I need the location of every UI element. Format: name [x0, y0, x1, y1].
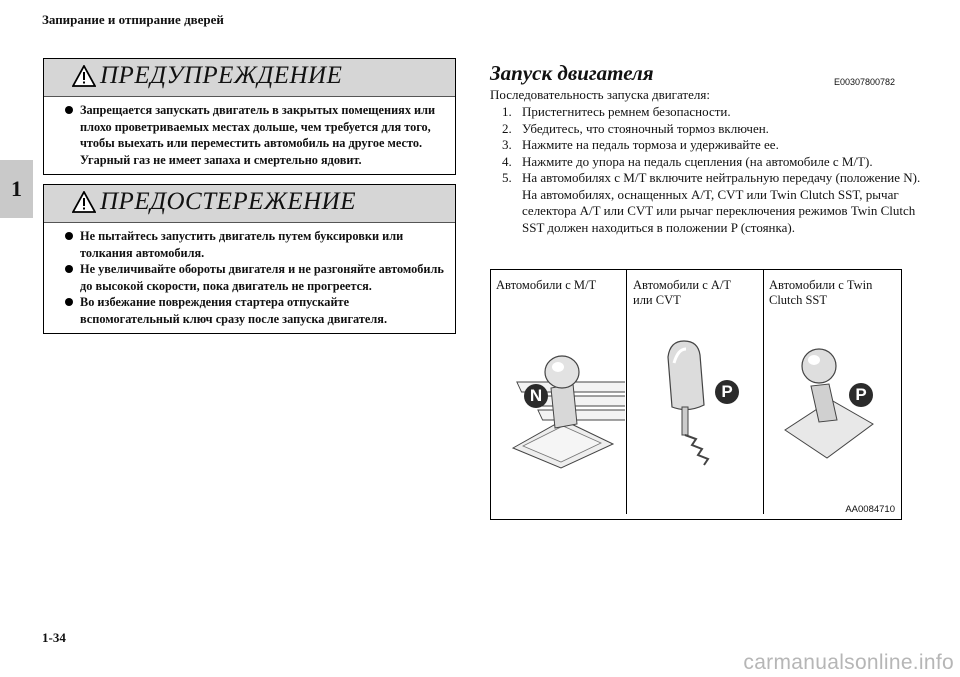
caution-header	[44, 185, 455, 223]
chapter-tab: 1	[0, 160, 33, 218]
step-number: 4.	[502, 153, 512, 169]
caution-item: Не увеличивайте обороты двигателя и не разгоняйте автомобиль до высокой скорости, пока двигатель не прогреется.	[64, 261, 445, 294]
step-text: Нажмите на педаль тормоза и удерживайте ее.	[522, 137, 779, 152]
section-title: Запуск двигателя	[490, 61, 654, 85]
park-badge: P	[849, 383, 873, 407]
at-cvt-lever-illustration	[626, 335, 763, 475]
caution-box	[43, 184, 456, 334]
caution-list	[44, 223, 455, 333]
step-text: Нажмите до упора на педаль сцепления (на автомобиле с M/T).	[522, 153, 873, 169]
step-item	[494, 170, 922, 236]
page-number: 1-34	[42, 630, 66, 645]
neutral-badge: N	[524, 384, 548, 408]
section-intro: Последовательность запуска двигателя:	[490, 87, 710, 102]
warning-list	[44, 97, 455, 174]
warning-triangle-icon	[72, 65, 96, 87]
figure-label-twin-clutch: Автомобили с Twin Clutch SST	[769, 278, 873, 307]
gear-lever-figure	[490, 269, 902, 520]
section-code: E00307800782	[834, 77, 896, 87]
caution-title: ПРЕДОСТЕРЕЖЕНИЕ	[100, 188, 356, 215]
step-item	[494, 137, 922, 154]
step-number: 1.	[502, 104, 512, 119]
step-text: Пристегнитесь ремнем безопасности.	[522, 104, 731, 119]
step-number: 5.	[502, 170, 512, 185]
warning-title: ПРЕДУПРЕЖДЕНИЕ	[100, 62, 343, 89]
page-header-title: Запирание и отпирание дверей	[42, 12, 224, 27]
figure-label-at-cvt: Автомобили с A/T или CVT	[633, 278, 731, 307]
step-item	[494, 154, 922, 171]
step-number: 2.	[502, 120, 512, 136]
watermark: carmanualsonline.info	[743, 651, 954, 674]
step-text: Убедитесь, что стояночный тормоз включен.	[522, 120, 769, 136]
step-text: На автомобилях с M/T включите нейтральную передачу (положение N).	[522, 170, 921, 185]
step-number: 3.	[502, 137, 512, 152]
figure-label-mt: Автомобили с M/T	[496, 278, 597, 292]
twin-clutch-lever-illustration	[763, 340, 901, 470]
step-item	[494, 121, 922, 138]
caution-item: Во избежание повреждения стартера отпускайте вспомогательный ключ сразу после запуска двигателя.	[64, 294, 445, 327]
step-extra-text: На автомобилях, оснащенных A/T, CVT или Twin Clutch SST, рычаг селектора A/T или CVT или рычаг переключения режимов Twin Clutch SST должен находиться в положении P (стоянка).	[522, 186, 916, 235]
step-item	[494, 104, 922, 121]
warning-box	[43, 58, 456, 175]
figure-code: AA0084710	[845, 504, 895, 515]
warning-header	[44, 59, 455, 97]
steps-list	[494, 104, 922, 236]
warning-item: Запрещается запускать двигатель в закрытых помещениях или плохо проветриваемых местах дольше, чем требуется для того, чтобы выехать или переместить автомобиль на другое место. Угарный газ не имеет запаха и смертельно ядовит.	[64, 102, 445, 168]
manual-shifter-illustration	[491, 348, 625, 473]
park-badge: P	[715, 380, 739, 404]
caution-item: Не пытайтесь запустить двигатель путем буксировки или толкания автомобиля.	[64, 228, 445, 261]
warning-triangle-icon	[72, 191, 96, 213]
